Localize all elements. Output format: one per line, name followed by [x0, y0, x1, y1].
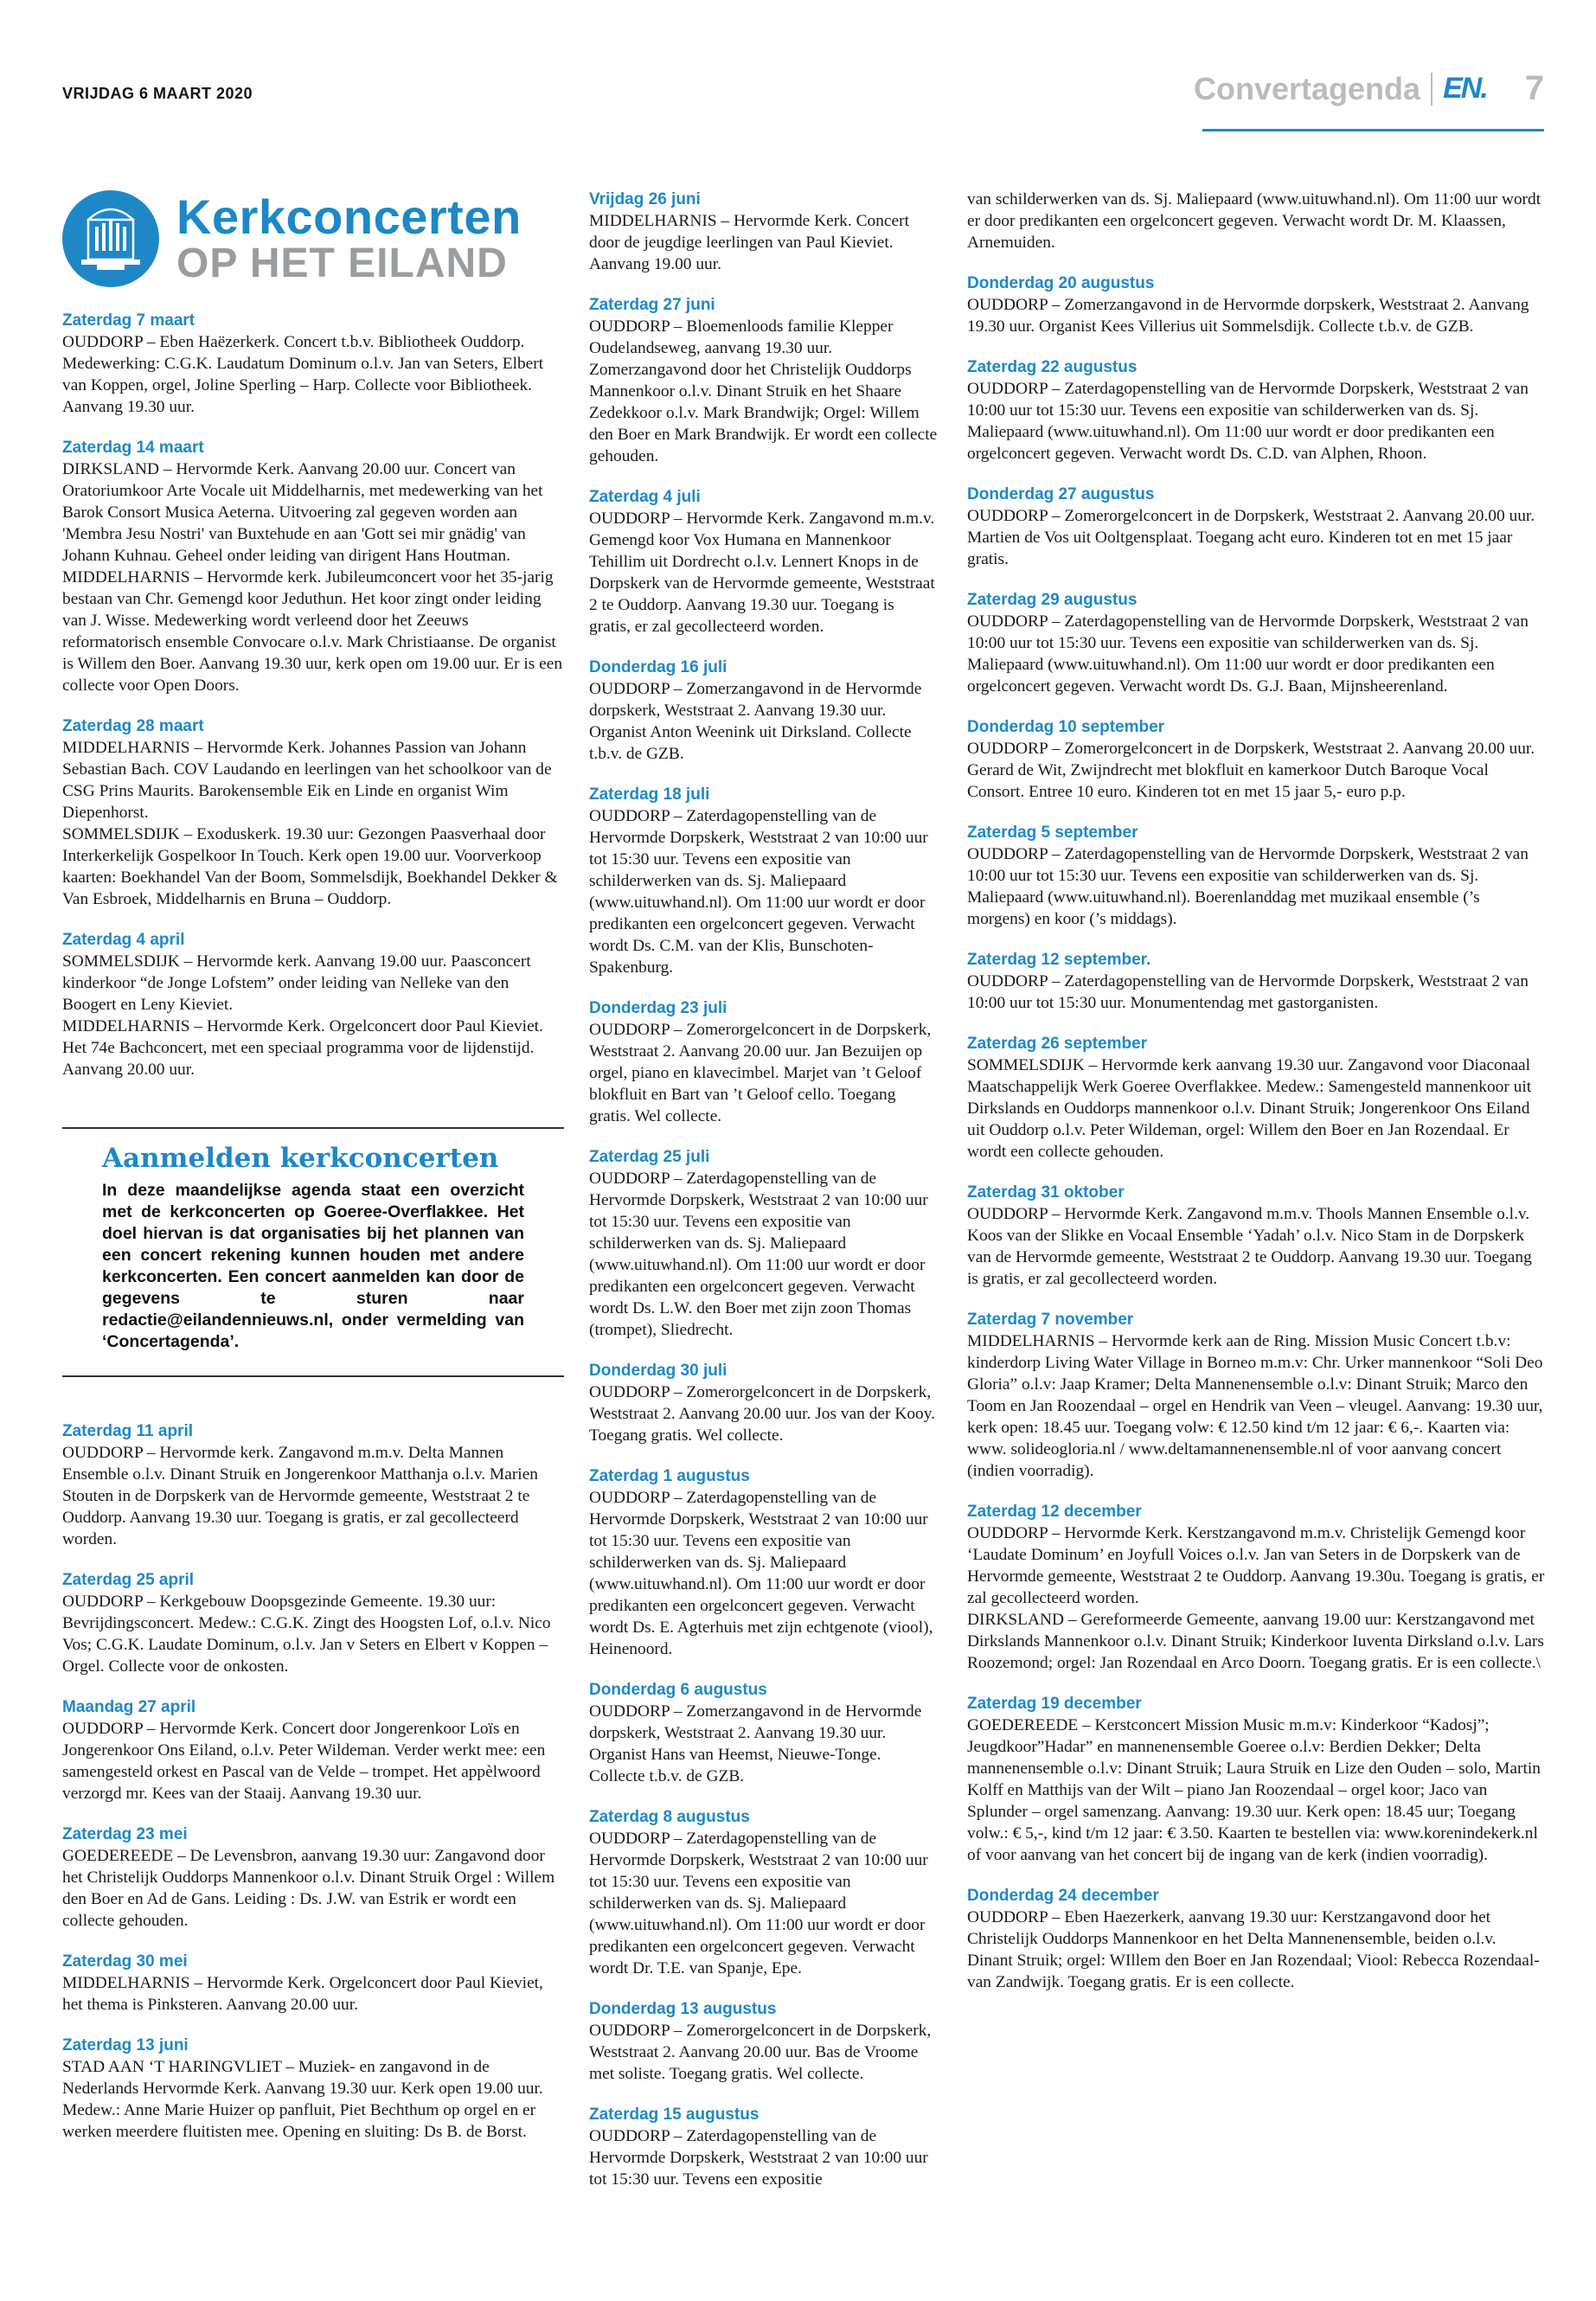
entry-text: OUDDORP – Hervormde Kerk. Zangavond m.m.v. Gemengd koor Vox Humana en Mannenkoor Tehillim uit Dordrecht o.l.v. Lennert Knops in de Dorpskerk van de Hervormde gemeente, Weststraat 2 te Ouddorp. Aanvang 19.30 uur. Toegang is gratis, er zal gecollecteerd worden. [589, 510, 935, 636]
agenda-entry [589, 784, 939, 978]
continued-entry [967, 189, 1545, 253]
entry-text: SOMMELSDIJK – Hervormde kerk aanvang 19.30 uur. Zangavond voor Diaconaal Maatschappelijk Werk Goeree Overflakkee. Medew.: Samengesteld mannenkoor uit Dirkslands en Ouddorps mannenkoor o.l.v. Dinant Struik; Jongerenkoor Ons Eiland uit Ouddorp o.l.v. Peter Wildeman, orgel: Willem den Boer en Jan Rozendaal. Er wordt een collecte gehouden. [967, 1056, 1532, 1161]
entry-text: OUDDORP – Zaterdagopenstelling van de Hervormde Dorpskerk, Weststraat 2 van 10:00 uur tot 15:30 uur. Tevens een expositie van schilderwerken van ds. Sj. Maliepaard (www.uituwhand.nl). Om 11:00 uur wordt er door predikanten een orgelconcert gegeven. Verwacht wordt Ds. L.W. den Boer met zijn zoon Thomas (trompet), Sliedrecht. [589, 1170, 928, 1339]
entry-text: OUDDORP – Zaterdagopenstelling van de Hervormde Dorpskerk, Weststraat 2 van 10:00 uur tot 15:30 uur. Tevens een expositie van schilderwerken van ds. Sj. Maliepaard (www.uituwhand.nl). Om 11:00 uur wordt er door predikanten een orgelconcert gegeven. Verwacht wordt Ds. E. Agterhuis met zijn echtgenote (viool), Heinenoord. [589, 1489, 933, 1658]
entry-text: MIDDELHARNIS – Hervormde Kerk. Johannes Passion van Johann Sebastian Bach. COV Laudando en leerlingen van het schoolkoor van de CSG Prins Maurits. Barokensemble Eik en Linde en organist Wim Diepenhorst. SOMMELSDIJK – Exoduskerk. 19.30 uur: Gezongen Paasverhaal door Interkerkelijk Gospelkoor In Touch. Kerk open 19.00 uur. Voorverkoop kaarten: Boekhandel Van der Boom, Sommelsdijk, Boekhandel Dekker & Van Esbroek, Middelharnis en Bruna – Ouddorp. [62, 739, 558, 908]
entry-text: OUDDORP – Zomerzangavond in de Hervormde dorpskerk, Weststraat 2. Aanvang 19.30 uur. Organist Hans van Heemst, Nieuwe-Tonge. Collecte t.b.v. de GZB. [589, 1702, 922, 1785]
header-divider [1431, 73, 1433, 106]
agenda-entry [589, 2104, 939, 2190]
agenda-entry [62, 715, 564, 910]
agenda-list-1a [62, 310, 564, 1080]
agenda-entry [589, 1465, 939, 1660]
logo-text [176, 189, 522, 286]
entry-text: OUDDORP – Zomerzangavond in de Hervormde dorpskerk, Weststraat 2. Aanvang 19.30 uur. Organist Anton Weenink uit Dirksland. Collecte t.b.v. de GZB. [589, 680, 922, 763]
agenda-entry [589, 997, 939, 1127]
entry-date: Zaterdag 4 april [62, 931, 185, 949]
entry-text: OUDDORP – Zaterdagopenstelling van de Hervormde Dorpskerk, Weststraat 2 van 10:00 uur tot 15:30 uur. Tevens een expositie van schilderwerken van ds. Sj. Maliepaard (www.uituwhand.nl). Om 11:00 uur wordt er door predikanten een orgelconcert gegeven. Verwacht wordt Ds. G.J. Baan, Mijnsheerenland. [967, 612, 1529, 695]
entry-text: OUDDORP – Bloemenloods familie Klepper Oudelandseweg, aanvang 19.30 uur. Zomerzangavond door het Christelijk Ouddorps Mannenkoor o.l.v. Dinant Struik en het Shaare Zedekkoor o.l.v. Mark Brandwijk; Orgel: Willem den Boer en Mark Brandwijk. Er wordt een collecte gehouden. [589, 317, 938, 465]
agenda-entry [967, 949, 1545, 1014]
agenda-entry [62, 1696, 564, 1804]
entry-date: Zaterdag 1 augustus [589, 1467, 750, 1485]
agenda-entry [967, 1309, 1545, 1482]
entry-date: Zaterdag 18 juli [589, 785, 710, 804]
entry-date: Donderdag 13 augustus [589, 2000, 777, 2018]
agenda-entry [967, 589, 1545, 697]
continued-text: van schilderwerken van ds. Sj. Maliepaard (www.uituwhand.nl). Om 11:00 uur wordt er door predikanten een orgelconcert gegeven. Verwacht wordt Dr. M. Klaassen, Arnemuiden. [967, 190, 1542, 252]
agenda-entry [589, 294, 939, 467]
agenda-entry [62, 1951, 564, 2016]
entry-text: OUDDORP – Zomerorgelconcert in de Dorpskerk, Weststraat 2. Aanvang 20.00 uur. Gerard de Wit, Zwijndrecht met blokfluit en kamerkoor Dutch Baroque Vocal Consort. Entree 10 euro. Kinderen tot en met 15 jaar 5,- euro p.p. [967, 740, 1535, 801]
entry-text: GOEDEREEDE – De Levensbron, aanvang 19.30 uur: Zangavond door het Christelijk Ouddorps Mannenkoor o.l.v. Dinant Struik Orgel : Willem den Boer en Ad de Gans. Leiding : Ds. J.W. van Estrik er wordt een collecte gehouden. [62, 1847, 555, 1930]
entry-date: Zaterdag 12 december [967, 1503, 1142, 1521]
signup-box [62, 1127, 564, 1377]
agenda-entry [589, 657, 939, 765]
agenda-entry [589, 486, 939, 638]
agenda-entry [589, 1146, 939, 1341]
entry-date: Donderdag 6 augustus [589, 1681, 767, 1699]
entry-text: OUDDORP – Zaterdagopenstelling van de Hervormde Dorpskerk, Weststraat 2 van 10:00 uur tot 15:30 uur. Tevens een expositie [589, 2127, 928, 2189]
section-title: Convertagenda [1194, 70, 1421, 106]
agenda-entry [62, 1420, 564, 1550]
agenda-entry [967, 1693, 1545, 1866]
church-organ-icon [62, 190, 159, 287]
entry-date: Zaterdag 30 mei [62, 1952, 188, 1971]
entry-date: Zaterdag 15 augustus [589, 2106, 760, 2124]
agenda-entry [967, 272, 1545, 337]
agenda-entry [967, 1501, 1545, 1674]
agenda-entry [967, 716, 1545, 803]
entry-date: Zaterdag 14 maart [62, 439, 204, 457]
agenda-entry [967, 822, 1545, 930]
column-3 [967, 189, 1545, 2012]
agenda-entry [62, 929, 564, 1080]
entry-text: OUDDORP – Hervormde kerk. Zangavond m.m.v. Delta Mannen Ensemble o.l.v. Dinant Struik en Jongerenkoor Matthanja o.l.v. Marien Stouten in de Dorpskerk van de Hervormde gemeente, Weststraat 2 te Ouddorp. Aanvang 19.30 uur. Toegang is gratis, er zal gecollecteerd worden. [62, 1444, 538, 1548]
kerkconcerten-logo [62, 190, 564, 287]
agenda-entry [62, 1569, 564, 1677]
entry-text: OUDDORP – Zaterdagopenstelling van de Hervormde Dorpskerk, Weststraat 2 van 10:00 uur tot 15:30 uur. Tevens een expositie van schilderwerken van ds. Sj. Maliepaard (www.uituwhand.nl). Boerenlanddag met muzikaal ensemble (’s morgens) en koor (’s middags). [967, 845, 1529, 928]
entry-date: Zaterdag 25 april [62, 1571, 195, 1589]
agenda-list-2 [589, 189, 939, 2190]
entry-date: Zaterdag 23 mei [62, 1825, 188, 1843]
column-1 [62, 189, 564, 2162]
entry-text: OUDDORP – Hervormde Kerk. Zangavond m.m.v. Thools Mannen Ensemble o.l.v. Koos van der Slikke en Vocaal Ensemble ‘Yadah’ o.l.v. Nico Stam in de Dorpskerk van de Hervormde gemeente, Weststraat 2 te Ouddorp. Aanvang 19.30 uur. Toegang is gratis, er zal gecollecteerd worden. [967, 1205, 1532, 1288]
agenda-list-1b [62, 1420, 564, 2143]
entry-date: Zaterdag 19 december [967, 1695, 1142, 1713]
entry-text: OUDDORP – Zomerorgelconcert in de Dorpskerk, Weststraat 2. Aanvang 20.00 uur. Bas de Vroome met soliste. Toegang gratis. Wel collecte. [589, 2022, 932, 2083]
entry-date: Zaterdag 7 november [967, 1311, 1134, 1329]
entry-text: STAD AAN ‘T HARINGVLIET – Muziek- en zangavond in de Nederlands Hervormde Kerk. Aanvang 19.30 uur. Kerk open 19.00 uur. Medew.: Anne Marie Huizer op panfluit, Piet Bechthum op orgel en er werken meerdere fluitisten mee. Opening en sluiting: Ds B. de Borst. [62, 2058, 543, 2141]
entry-text: MIDDELHARNIS – Hervormde Kerk. Orgelconcert door Paul Kieviet, het thema is Pinksteren. Aanvang 20.00 uur. [62, 1974, 543, 2014]
page-number: 7 [1524, 69, 1544, 107]
column-2 [589, 189, 939, 2209]
entry-date: Donderdag 27 augustus [967, 485, 1155, 503]
entry-date: Zaterdag 25 juli [589, 1148, 710, 1166]
header-rule [1202, 129, 1544, 131]
agenda-entry [967, 1182, 1545, 1290]
entry-text: OUDDORP – Zomerzangavond in de Hervormde dorpskerk, Weststraat 2. Aanvang 19.30 uur. Organist Kees Villerius uit Sommelsdijk. Collecte t.b.v. de GZB. [967, 296, 1529, 336]
entry-date: Zaterdag 7 maart [62, 311, 195, 330]
entry-text: OUDDORP – Zaterdagopenstelling van de Hervormde Dorpskerk, Weststraat 2 van 10:00 uur tot 15:30 uur. Monumentendag met gastorganisten. [967, 972, 1529, 1012]
entry-date: Zaterdag 4 juli [589, 488, 701, 506]
entry-date: Donderdag 30 juli [589, 1362, 727, 1380]
agenda-entry [967, 1033, 1545, 1163]
signup-title: Aanmelden kerkconcerten [102, 1143, 499, 1174]
entry-date: Maandag 27 april [62, 1698, 196, 1716]
agenda-entry [967, 1885, 1545, 1993]
entry-date: Donderdag 10 september [967, 718, 1165, 736]
agenda-entry [589, 1806, 939, 1979]
agenda-entry [589, 1679, 939, 1787]
entry-date: Zaterdag 22 augustus [967, 358, 1138, 376]
entry-text: SOMMELSDIJK – Hervormde kerk. Aanvang 19.00 uur. Paasconcert kinderkoor “de Jonge Lofstem” onder leiding van Nelleke van den Boogert en Leny Kieviet. MIDDELHARNIS – Hervormde Kerk. Orgelconcert door Paul Kieviet. Het 74e Bachconcert, met een speciaal programma voor de lijdenstijd. Aanvang 20.00 uur. [62, 952, 543, 1079]
entry-text: MIDDELHARNIS – Hervormde Kerk. Concert door de jeugdige leerlingen van Paul Kieviet. Aanvang 19.00 uur. [589, 212, 909, 273]
entry-text: OUDDORP – Zaterdagopenstelling van de Hervormde Dorpskerk, Weststraat 2 van 10:00 uur tot 15:30 uur. Tevens een expositie van schilderwerken van ds. Sj. Maliepaard (www.uituwhand.nl). Om 11:00 uur wordt er door predikanten een orgelconcert gegeven. Verwacht wordt Dr. T.E. van Spanje, Epe. [589, 1830, 928, 1977]
logo-subtitle: OP HET EILAND [176, 240, 508, 286]
entry-text: OUDDORP – Eben Haezerkerk, aanvang 19.30 uur: Kerstzangavond door het Christelijk Ouddorps Mannenkoor en het Delta Mannenensemble, beiden o.l.v. Dinant Struik; orgel: WIllem den Boer en Jan Rozendaal; Viool: Rebecca Rozendaal- van Zandwijk. Toegang gratis. Er is een collecte. [967, 1908, 1540, 1991]
agenda-entry [62, 2035, 564, 2143]
entry-text: OUDDORP – Zomerorgelconcert in de Dorpskerk, Weststraat 2. Aanvang 20.00 uur. Jan Bezuijen op orgel, piano en klavecimbel. Marjet van ’t Geloof blokfluit en Bart van ’t Geloof cello. Toegang gratis. Wel collecte. [589, 1021, 932, 1125]
agenda-entry [62, 310, 564, 418]
entry-text: OUDDORP – Eben Haëzerkerk. Concert t.b.v. Bibliotheek Ouddorp. Medewerking: C.G.K. Laudatum Dominum o.l.v. Jan van Seters, Elbert van Koppen, orgel, Joline Sperling – Harp. Collecte voor Bibliotheek. Aanvang 19.30 uur. [62, 333, 544, 416]
entry-text: GOEDEREEDE – Kerstconcert Mission Music m.m.v: Kinderkoor “Kadosj”; Jeugdkoor”Hadar” en mannenensemble Goeree o.l.v: Berdien Dekker; Delta mannenensemble o.l.v: Dinant Struik; Laura Struik en Lize den Ouden – solo, Martin Kolff en Matthijs van der Wilt – piano Jan Roozendaal – orgel koor; Jaco van Splunder – orgel samenzang. Aanvang: 19.30 uur. Kerk open: 18.45 uur; Toegang volw.: € 5,-, kind t/m 12 jaar: € 3.50. Kaarten te bestellen via: www.korenindekerk.nl of voor aanvang van het concert bij de ingang van de kerk (indien voorradig). [967, 1716, 1541, 1864]
entry-text: OUDDORP – Hervormde Kerk. Kerstzangavond m.m.v. Christelijk Gemengd koor ‘Laudate Dominum’ en Joyfull Voices o.l.v. Jan van Seters in de Dorpskerk van de Hervormde gemeente, Weststraat 2 te Ouddorp. Aanvang 19.30u. Toegang is gratis, er zal gecollecteerd worden. DIRKSLAND – Gereformeerde Gemeente, aanvang 19.00 uur: Kerstzangavond met Dirkslands Mannenkoor o.l.v. Dinant Struik; Kinderkoor Iuventa Dirksland o.l.v. Lars Roozemond; orgel: Jan Rozendaal en Arco Doorn. Toegang gratis. Er is een collecte.\ [967, 1524, 1545, 1672]
entry-date: Zaterdag 28 maart [62, 717, 204, 735]
agenda-entry [967, 484, 1545, 570]
entry-text: OUDDORP – Zomerorgelconcert in de Dorpskerk, Weststraat 2. Aanvang 20.00 uur. Martien de Vos uit Ooltgensplaat. Toegang acht euro. Kinderen tot en met 15 jaar gratis. [967, 507, 1535, 568]
issue-date: VRIJDAG 6 MAART 2020 [62, 85, 253, 102]
entry-date: Donderdag 20 augustus [967, 274, 1155, 292]
entry-date: Zaterdag 8 augustus [589, 1808, 750, 1826]
entry-text: OUDDORP – Kerkgebouw Doopsgezinde Gemeente. 19.30 uur: Bevrijdingsconcert. Medew.: C.G.K. Zingt des Hoogsten Lof, o.l.v. Nico Vos; C.G.K. Laudate Dominum, o.l.v. Jan v Seters en Elbert v Koppen – Orgel. Collecte voor de onkosten. [62, 1593, 551, 1676]
header-masthead [1194, 69, 1544, 108]
signup-text: In deze maandelijkse agenda staat een overzicht met de kerkconcerten op Goeree-Overflakkee. Het doel hiervan is dat organisaties bij het plannen van een concert rekening kunnen houden met andere kerkconcerten. Een concert aanmelden kan door de gegevens te sturen naar redactie@eilandennieuws.nl, onder vermelding van ‘Concertagenda’. [102, 1181, 524, 1351]
entry-date: Donderdag 23 juli [589, 999, 727, 1017]
agenda-list-3 [967, 272, 1545, 1993]
entry-date: Zaterdag 13 juni [62, 2036, 189, 2054]
entry-text: OUDDORP – Zomerorgelconcert in de Dorpskerk, Weststraat 2. Aanvang 20.00 uur. Jos van der Kooy. Toegang gratis. Wel collecte. [589, 1383, 936, 1445]
agenda-entry [62, 437, 564, 696]
entry-date: Zaterdag 29 augustus [967, 591, 1138, 609]
agenda-entry [62, 1823, 564, 1932]
brand-logo: EN. [1443, 72, 1487, 105]
entry-date: Donderdag 16 juli [589, 658, 727, 676]
entry-text: OUDDORP – Zaterdagopenstelling van de Hervormde Dorpskerk, Weststraat 2 van 10:00 uur tot 15:30 uur. Tevens een expositie van schilderwerken van ds. Sj. Maliepaard (www.uituwhand.nl). Om 11:00 uur wordt er door predikanten een orgelconcert gegeven. Verwacht wordt Ds. C.D. van Alphen, Rhoon. [967, 380, 1529, 463]
entry-date: Zaterdag 31 oktober [967, 1183, 1125, 1202]
agenda-entry [589, 1360, 939, 1446]
entry-text: MIDDELHARNIS – Hervormde kerk aan de Ring. Mission Music Concert t.b.v: kinderdorp Living Water Village in Borneo m.m.v: Chr. Urker mannenkoor “Soli Deo Gloria” o.l.v: Jaap Kramer; Delta Mannenensemble o.l.v: Dinant Struik; Marco den Toom en Jan Roozendaal – orgel en Hendrik van Veen – vleugel. Aanvang: 19.30 uur, kerk open: 18.45 uur. Toegang volw: € 12.50 kind t/m 12 jaar: € 6,-. Kaarten via: www. solideogloria.nl / www.deltamannenensemble.nl of voor aanvang concert (indien voorradig). [967, 1332, 1543, 1480]
agenda-entry [589, 189, 939, 275]
entry-date: Zaterdag 11 april [62, 1422, 194, 1440]
logo-title: Kerkconcerten [176, 189, 522, 244]
entry-text: OUDDORP – Zaterdagopenstelling van de Hervormde Dorpskerk, Weststraat 2 van 10:00 uur tot 15:30 uur. Tevens een expositie van schilderwerken van ds. Sj. Maliepaard (www.uituwhand.nl). Om 11:00 uur wordt er door predikanten een orgelconcert gegeven. Verwacht wordt Ds. C.M. van der Klis, Bunschoten-Spakenburg. [589, 807, 928, 977]
entry-date: Donderdag 24 december [967, 1887, 1159, 1905]
agenda-entry [589, 1998, 939, 2085]
entry-text: DIRKSLAND – Hervormde Kerk. Aanvang 20.00 uur. Concert van Oratoriumkoor Arte Vocale uit Middelharnis, met medewerking van het Barok Consort Musica Aeterna. Uitvoering zal gegeven worden aan 'Membra Jesu Nostri' van Buxtehude en aan 'Gott sei mir gnädig' van Johann Kuhnau. Geheel onder leiding van dirigent Hans Houtman. MIDDELHARNIS – Hervormde kerk. Jubileumconcert voor het 35-jarig bestaan van Chr. Gemengd koor Jeduthun. Het koor zingt onder leiding van J. Wisse. Medewerking wordt verleend door het Zeeuws reformatorisch ensemble Convocare o.l.v. Mark Christiaanse. De organist is Willem den Boer. Aanvang 19.30 uur, kerk open om 19.00 uur. Er is een collecte voor Open Doors. [62, 460, 563, 695]
agenda-entry [967, 356, 1545, 465]
entry-date: Zaterdag 12 september. [967, 951, 1151, 969]
entry-date: Vrijdag 26 juni [589, 190, 701, 208]
entry-date: Zaterdag 27 juni [589, 296, 715, 314]
entry-date: Zaterdag 26 september [967, 1035, 1148, 1053]
entry-date: Zaterdag 5 september [967, 824, 1138, 842]
entry-text: OUDDORP – Hervormde Kerk. Concert door Jongerenkoor Loïs en Jongerenkoor Ons Eiland, o.l.v. Peter Wildeman. Verder werkt mee: een samengesteld orkest en Pascal van de Velde – trompet. Het appèlwoord verzorgd mr. Kees van der Staaij. Aanvang 19.30 uur. [62, 1720, 546, 1803]
